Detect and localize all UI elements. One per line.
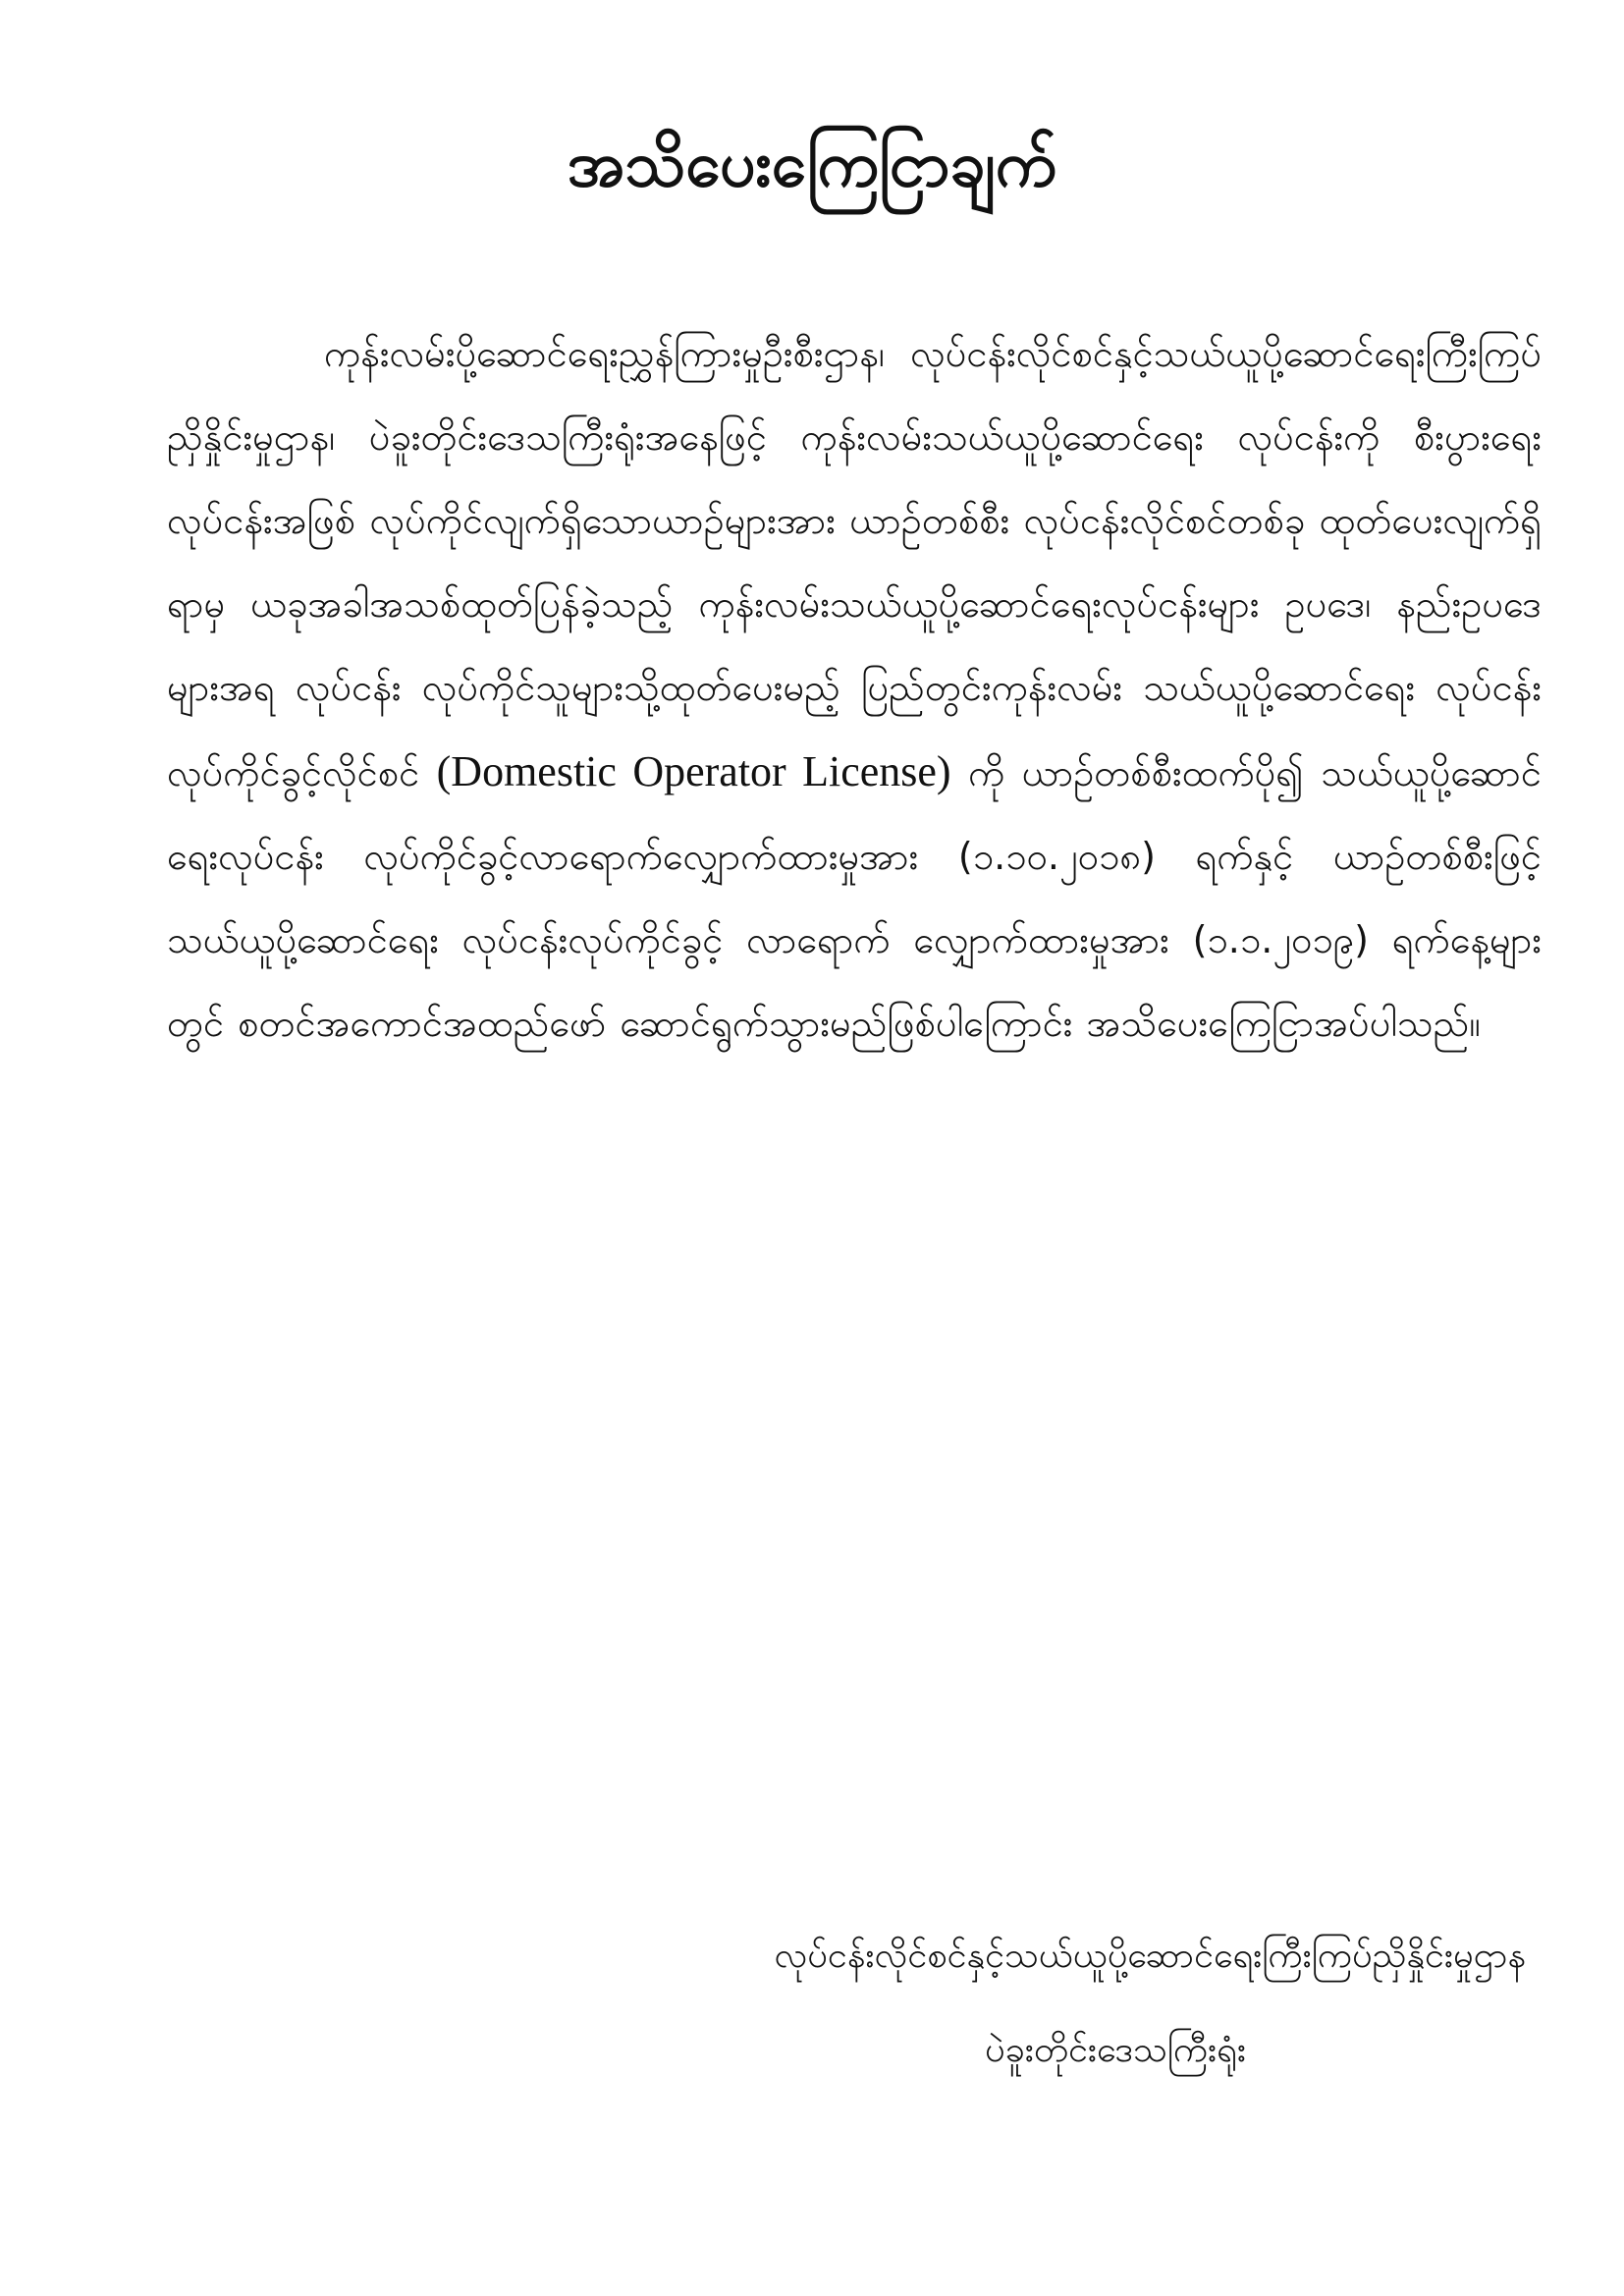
notice-body-part2: ကို ယာဉ်တစ်စီးထက်ပို၍ သယ်ယူပို့ဆောင်ရေးလုပ်ငန်း လုပ်ကိုင်ခွင့်လာရောက်လျှောက်ထားမှုအား (၁.၁၀.၂၀၁၈) ရက်နှင့် ယာဉ်တစ်စီးဖြင့် သယ်ယူပို့ဆောင်ရေး လုပ်ငန်းလုပ်ကိုင်ခွင့် လာရောက် လျှောက်ထားမှုအား (၁.၁.၂၀၁၉) ရက်နေ့များတွင် စတင်အကောင်အထည်ဖော် ဆောင်ရွက်သွားမည်ဖြစ်ပါကြောင်း အသိပေးကြေငြာအပ်ပါသည်။ [167,751,1542,1045]
signature-department: လုပ်ငန်းလိုင်စင်နှင့်သယ်ယူပို့ဆောင်ရေးကြီးကြပ်ညှိနှိုင်းမှုဌာန [774,1936,1526,1976]
signature-office: ပဲခူးတိုင်းဒေသကြီးရုံး [984,2030,1246,2070]
notice-body-part1: ကုန်းလမ်းပို့ဆောင်ရေးညွှန်ကြားမှုဦးစီးဌာန၊ လုပ်ငန်းလိုင်စင်နှင့်သယ်ယူပို့ဆောင်ရေးကြီးကြပ်ညှိနှိုင်းမှုဌာန၊ ပဲခူးတိုင်းဒေသကြီးရုံးအနေဖြင့် ကုန်းလမ်းသယ်ယူပို့ဆောင်ရေး လုပ်ငန်းကို စီးပွားရေးလုပ်ငန်းအဖြစ် လုပ်ကိုင်လျက်ရှိသောယာဉ်များအား ယာဉ်တစ်စီး လုပ်ငန်းလိုင်စင်တစ်ခု ထုတ်ပေးလျက်ရှိရာမှ ယခုအခါအသစ်ထုတ်ပြန်ခဲ့သည့် ကုန်းလမ်းသယ်ယူပို့ဆောင်ရေးလုပ်ငန်းများ ဥပဒေ၊ နည်းဥပဒေများအရ လုပ်ငန်း လုပ်ကိုင်သူများသို့ထုတ်ပေးမည့် ပြည်တွင်းကုန်းလမ်း သယ်ယူပို့ဆောင်ရေး လုပ်ငန်းလုပ်ကိုင်ခွင့်လိုင်စင် [167,332,1542,794]
notice-title: အသိပေးကြေငြာချက် [567,129,1057,201]
notice-body-paragraph [167,312,1542,1066]
notice-body-license-name: (Domestic Operator License) [436,747,951,795]
